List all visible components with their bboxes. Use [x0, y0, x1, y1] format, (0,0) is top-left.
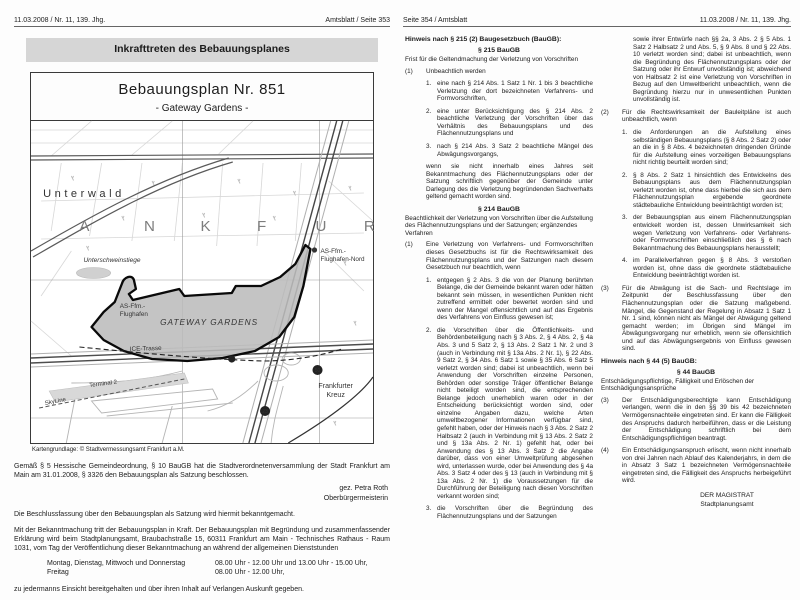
right-page-column-1	[405, 36, 593, 526]
right-header-date: 11.03.2008 / Nr. 11, 139. Jhg.	[699, 17, 791, 24]
list-item	[426, 143, 593, 158]
item-number: 1.	[426, 276, 432, 284]
item-number: 2.	[622, 171, 628, 179]
item-text: der Bebauungsplan aus einem Flächennutzungsplan entwickelt worden ist, dessen Unwirksamkeit sich wegen Verletzung von Verfahrens- oder Verfahrens- oder Formvorschriften einschließlich des § 6 nach Bekanntmachung des Bebauungsplans herausstellt;	[633, 214, 791, 252]
list-item	[426, 108, 593, 138]
list-item	[622, 129, 791, 167]
signature-block-left	[14, 484, 390, 503]
signature-block-right	[663, 492, 791, 510]
section-text: Der Entschädigungsberechtigte kann Entschädigung verlangen, wenn die in den §§ 39 bis 42 bezeichneten Vermögensnachteile eingetreten sind. Er kann die Fälligkeit des Anspruchs dadurch herbeiführen, dass er die Leistung der Entschädigung schriftlich bei dem Entschädigungspflichtigen beantragt.	[622, 396, 791, 442]
hours-times: 08.00 Uhr - 12.00 Uhr und 13.00 Uhr - 15.00 Uhr,	[215, 560, 368, 568]
frankfurt-letter: R	[363, 218, 375, 236]
section-number: (2)	[601, 108, 609, 116]
plan-figure	[30, 72, 374, 445]
section-text: Unbeachtlich werden	[426, 67, 486, 75]
item-text: eine unter Berücksichtigung des § 214 Abs. 2 beachtliche Verletzung der Vorschriften über das Verhältnis des Bebauungsplans und des Flächennutzungsplans und	[437, 107, 593, 138]
frankfurt-letter: F	[256, 218, 267, 236]
signature-role: Oberbürgermeisterin	[323, 494, 388, 502]
label-unterschweinstiege: Unterschweinstiege	[83, 257, 141, 265]
item-text: entgegen § 2 Abs. 3 die von der Planung berührten Belange, die der Gemeinde bekannt waren oder hätten bekannt sein müssen, in wesentlichen Punkten nicht zutreffend ermittelt oder bewertet worden sind und wenn der Mangel offensichtlich und auf das Ergebnis des Verfahrens von Einfluss gewesen ist;	[437, 276, 593, 322]
section-214-2	[601, 109, 791, 124]
opening-hours	[14, 559, 390, 577]
item-text: die Anforderungen an die Aufstellung eines selbständigen Bebauungsplans (§ 8 Abs. 2 Satz 2) oder an die in § 8 Abs. 4 bezeichneten dringenden Gründe für die Aufstellung eines vorzeitigen Bebauungsplans nicht richtig beurteilt worden sind;	[633, 129, 791, 167]
section-214-3	[601, 285, 791, 353]
section-number: (4)	[601, 447, 609, 455]
item-number: 1.	[426, 80, 432, 88]
section-text: Für die Abwägung ist die Sach- und Rechtslage im Zeitpunkt der Beschlussfassung über den Flächennutzungsplan oder die Satzung maßgebend. Mängel, die Gegenstand der Regelung in Absatz 1 Satz 1 Nr. 1 sind, können nicht als Mängel der Abwägung geltend gemacht werden; im Übrigen sind Mängel im Abwägungsvorgang nur erheblich, wenn sie offensichtlich und auf das Abwägungsergebnis von Einfluss gewesen sind.	[622, 284, 791, 353]
item-number: 2.	[426, 107, 432, 115]
law-44-subtitle: Entschädigungspflichtige, Fälligkeit und Erlöschen der Entschädigungsansprüche	[601, 377, 755, 393]
item-text: im Parallelverfahren gegen § 8 Abs. 3 verstoßen worden ist, ohne dass die geordnete städtebauliche Entwicklung beeinträchtigt worden ist.	[633, 257, 791, 280]
label-skyline: SkyLine	[44, 397, 67, 408]
road-badge-23-label: 23	[262, 409, 268, 416]
road-badge-dot-icon	[228, 356, 235, 363]
hint-215-heading: Hinweis nach § 215 (2) Baugesetzbuch (BauGB):	[405, 36, 562, 43]
left-header-page: Amtsblatt / Seite 353	[325, 17, 390, 24]
law-214-title: § 214 BauGB	[478, 205, 520, 213]
section-text: Für die Rechtswirksamkeit der Bauleitpläne ist auch unbeachtlich, wenn	[622, 108, 791, 124]
section-215-1	[405, 68, 593, 76]
list-item	[426, 80, 593, 103]
section-44-4	[601, 447, 791, 485]
hint-44-heading: Hinweis nach § 44 (5) BauGB:	[601, 357, 697, 365]
label-gateway-gardens: GATEWAY GARDENS	[160, 318, 259, 328]
pond-shape	[76, 268, 110, 279]
right-page-column-2	[601, 36, 791, 510]
map-interchange-ramps	[66, 353, 300, 443]
section-214-1	[405, 241, 593, 271]
item-number: 3.	[426, 505, 432, 513]
law-215-subtitle: Frist für die Geltendmachung der Verletzung von Vorschriften	[405, 56, 578, 64]
section-tail-text: wenn sie nicht innerhalb eines Jahres seit Bekanntmachung des Flächennutzungsplans oder der Satzung schriftlich gegenüber der Gemeinde unter Darlegung des die Verletzung begründenden Sachverhalts geltend gemacht worden sind.	[426, 163, 593, 201]
item-number: 4.	[622, 257, 628, 265]
terminal2-area	[49, 373, 188, 402]
right-page-header	[403, 12, 791, 27]
hours-days: Freitag	[47, 569, 69, 577]
law-214-subtitle: Beachtlichkeit der Verletzung von Vorschriften über die Aufstellung des Flächennutzungsplans und der Satzungen; ergänzendes Verfahren	[405, 214, 593, 237]
list-item	[622, 172, 791, 210]
label-as-nord-2: Flughafen-Nord	[320, 256, 365, 264]
notice-title: Inkrafttreten des Bebauungsplanes	[26, 38, 378, 62]
list-item	[622, 257, 791, 280]
item-number: 2.	[426, 326, 432, 334]
list-item	[622, 214, 791, 252]
label-unterwald: Unterwald	[43, 188, 125, 201]
law-215-title: § 215 BauGB	[478, 47, 520, 55]
section-number: (1)	[405, 241, 413, 249]
label-ice-trasse: ICE-Trasse	[129, 345, 162, 354]
label-terminal2: Terminal 2	[89, 379, 118, 390]
plan-figure-head	[31, 73, 373, 121]
hours-days: Montag, Dienstag, Mittwoch und Donnerstag	[47, 560, 186, 568]
plan-subtitle: - Gateway Gardens -	[155, 103, 249, 115]
frankfurt-letter: U	[315, 218, 327, 236]
road-badge-23	[260, 406, 270, 416]
signature-magistrat: DER MAGISTRAT	[700, 491, 754, 499]
label-as-nord-1: AS-Ffm.-	[320, 248, 346, 256]
announcement-paragraph: Die Beschlussfassung über den Bebauungsplan als Satzung wird hiermit bekanntgemacht.	[14, 511, 295, 518]
item-continuation-text: sowie ihrer Entwürfe nach §§ 2a, 3 Abs. 2 § 5 Abs. 1 Satz 2 Halbsatz 2 und Abs. 5, § 9 Abs. 8 und § 22 Abs. 10 verletzt worden sind; dabei ist unbeachtlich, wenn die Begründung des Flächennutzungsplans oder der Satzung oder ihr Entwurf unvollständig ist; abweichend von Halbsatz 2 ist eine Verletzung von Vorschriften in Bezug auf den Umweltbericht unbeachtlich, wenn die Begründung hierzu nur in unwesentlichen Punkten unvollständig ist.	[633, 36, 791, 104]
law-44-title: § 44 BauGB	[676, 368, 716, 376]
list-item	[426, 327, 593, 501]
label-as-flughafen-1: AS-Ffm.-	[119, 303, 146, 311]
list-item	[426, 277, 593, 322]
left-page	[14, 34, 390, 594]
item-text: § 8 Abs. 2 Satz 1 hinsichtlich des Entwickelns des Bebauungsplans aus dem Flächennutzungsplan verletzt worden ist, ohne dass hierbei die sich aus dem Flächennutzungsplan ergebende geordnete städtebauliche Entwicklung beeinträchtigt worden ist;	[633, 171, 791, 209]
junction-dot-icon	[312, 248, 317, 253]
item-text: die Vorschriften über die Öffentlichkeits- und Behördenbeteiligung nach § 3 Abs. 2, § 4 Abs. 2, § 4a Abs. 3 und 5 Satz 2, § 13 Abs. 2 Satz 1 Nr. 2 und 3 (auch in Verbindung mit § 13a Abs. 2 Nr. 1), § 22 Abs. 9 Satz 2, § 34 Abs. 6 Satz 1 sowie § 35 Abs. 6 Satz 5 verletzt worden sind; dabei ist unbeachtlich, wenn bei Anwendung der Vorschriften einzelne Personen, Behörden oder sonstige Träger öffentlicher Belange nicht beteiligt worden sind, die entsprechenden Belange jedoch unerheblich waren oder in der Entscheidung berücksichtigt worden sind, oder einzelne Angaben dazu, welche Arten umweltbezogener Informationen verfügbar sind, gefehlt haben, oder der Hinweis nach § 3 Abs. 2 Satz 2 Halbsatz 2 (auch in Verbindung mit § 13 Abs. 2 Satz 2 und § 13a Abs. 2 Nr. 1) gefehlt hat, oder bei Anwendung des § 13 Abs. 3 Satz 2 die Angabe darüber, dass von einer Umweltprüfung abgesehen wird, unterlassen wurde, oder bei Anwendung des § 4a Abs. 3 Satz 4 oder des § 13 (auch in Verbindung mit § 13a Abs. 2 Nr. 1) die Voraussetzungen für die Durchführung der Beteiligung nach diesen Vorschriften verkannt worden sind;	[437, 326, 593, 500]
label-frankfurter-kreuz-2: Kreuz	[326, 392, 345, 400]
item-text: nach § 214 Abs. 3 Satz 2 beachtliche Mängel des Abwägungsvorgangs,	[437, 142, 593, 158]
resolution-paragraph: Gemäß § 5 Hessische Gemeindeordnung, § 10 BauGB hat die Stadtverordnetenversammlung der Stadt Frankfurt am Main am 31.01.2008, § 3326 den Bebauungsplan als Satzung beschlossen.	[14, 462, 390, 480]
item-number: 3.	[622, 214, 628, 222]
inspection-paragraph: Mit der Bekanntmachung tritt der Bebauungsplan in Kraft. Der Bebauungsplan mit Begründung und zusammenfassender Erklärung wird beim Stadtplanungsamt, Braubachstraße 15, 60311 Frankfurt am Main - Technisches Rathaus - Raum 1031, vom Tag der Veröffentlichung dieser Bekanntmachung an während der allgemeinen Dienststunden	[14, 527, 390, 553]
closing-paragraph: zu jedermanns Einsicht bereitgehalten und über ihren Inhalt auf Verlangen Auskunft gegeben.	[14, 585, 304, 593]
road-badge-50-label: 50	[314, 368, 321, 375]
right-header-page: Seite 354 / Amtsblatt	[403, 17, 468, 24]
map-source-caption: Kartengrundlage: © Stadtvermessungsamt Frankfurt a.M.	[32, 447, 185, 454]
left-page-header	[14, 12, 390, 27]
signature-name: gez. Petra Roth	[339, 485, 388, 493]
section-text: Ein Entschädigungsanspruch erlischt, wenn nicht innerhalb von drei Jahren nach Ablauf des Kalenderjahrs, in dem die in Absatz 3 Satz 1 bezeichneten Vermögensnachteile eingetreten sind, die Fälligkeit des Anspruchs herbeigeführt wird.	[622, 447, 791, 485]
section-number: (3)	[601, 284, 609, 292]
section-text: Eine Verletzung von Verfahrens- und Formvorschriften dieses Gesetzbuchs ist für die Rechtswirksamkeit des Flächennutzungsplans und der Satzungen nach diesem Gesetzbuch nur beachtlich, wenn	[426, 241, 593, 272]
section-number: (3)	[601, 396, 609, 404]
frankfurt-letter: A	[79, 218, 90, 236]
item-number: 3.	[426, 142, 432, 150]
item-number: 1.	[622, 129, 628, 137]
frankfurt-letter: N	[143, 218, 155, 236]
map-road-top	[31, 154, 373, 257]
opening-hours-row	[47, 568, 390, 577]
label-as-flughafen-2: Flughafen	[119, 311, 148, 319]
item-text: die Vorschriften über die Begründung des Flächennutzungsplans und der Satzungen	[437, 505, 593, 521]
plan-map	[31, 120, 373, 443]
signature-stadtplanungsamt: Stadtplanungsamt	[700, 500, 754, 508]
section-44-3	[601, 397, 791, 442]
label-frankfurter-kreuz-1: Frankfurter	[318, 383, 353, 391]
plan-map-svg	[31, 121, 373, 443]
road-badge-50	[312, 365, 322, 375]
section-number: (1)	[405, 67, 413, 75]
opening-hours-row	[47, 559, 390, 568]
list-item	[426, 505, 593, 520]
plan-number-title: Bebauungsplan Nr. 851	[118, 80, 286, 98]
frankfurt-letter: K	[200, 218, 211, 236]
left-header-date: 11.03.2008 / Nr. 11, 139. Jhg.	[14, 17, 106, 24]
hours-times: 08.00 Uhr - 12.00 Uhr,	[215, 569, 285, 577]
item-text: eine nach § 214 Abs. 1 Satz 1 Nr. 1 bis 3 beachtliche Verletzung der dort bezeichneten Verfahrens- und Formvorschriften,	[437, 80, 593, 103]
